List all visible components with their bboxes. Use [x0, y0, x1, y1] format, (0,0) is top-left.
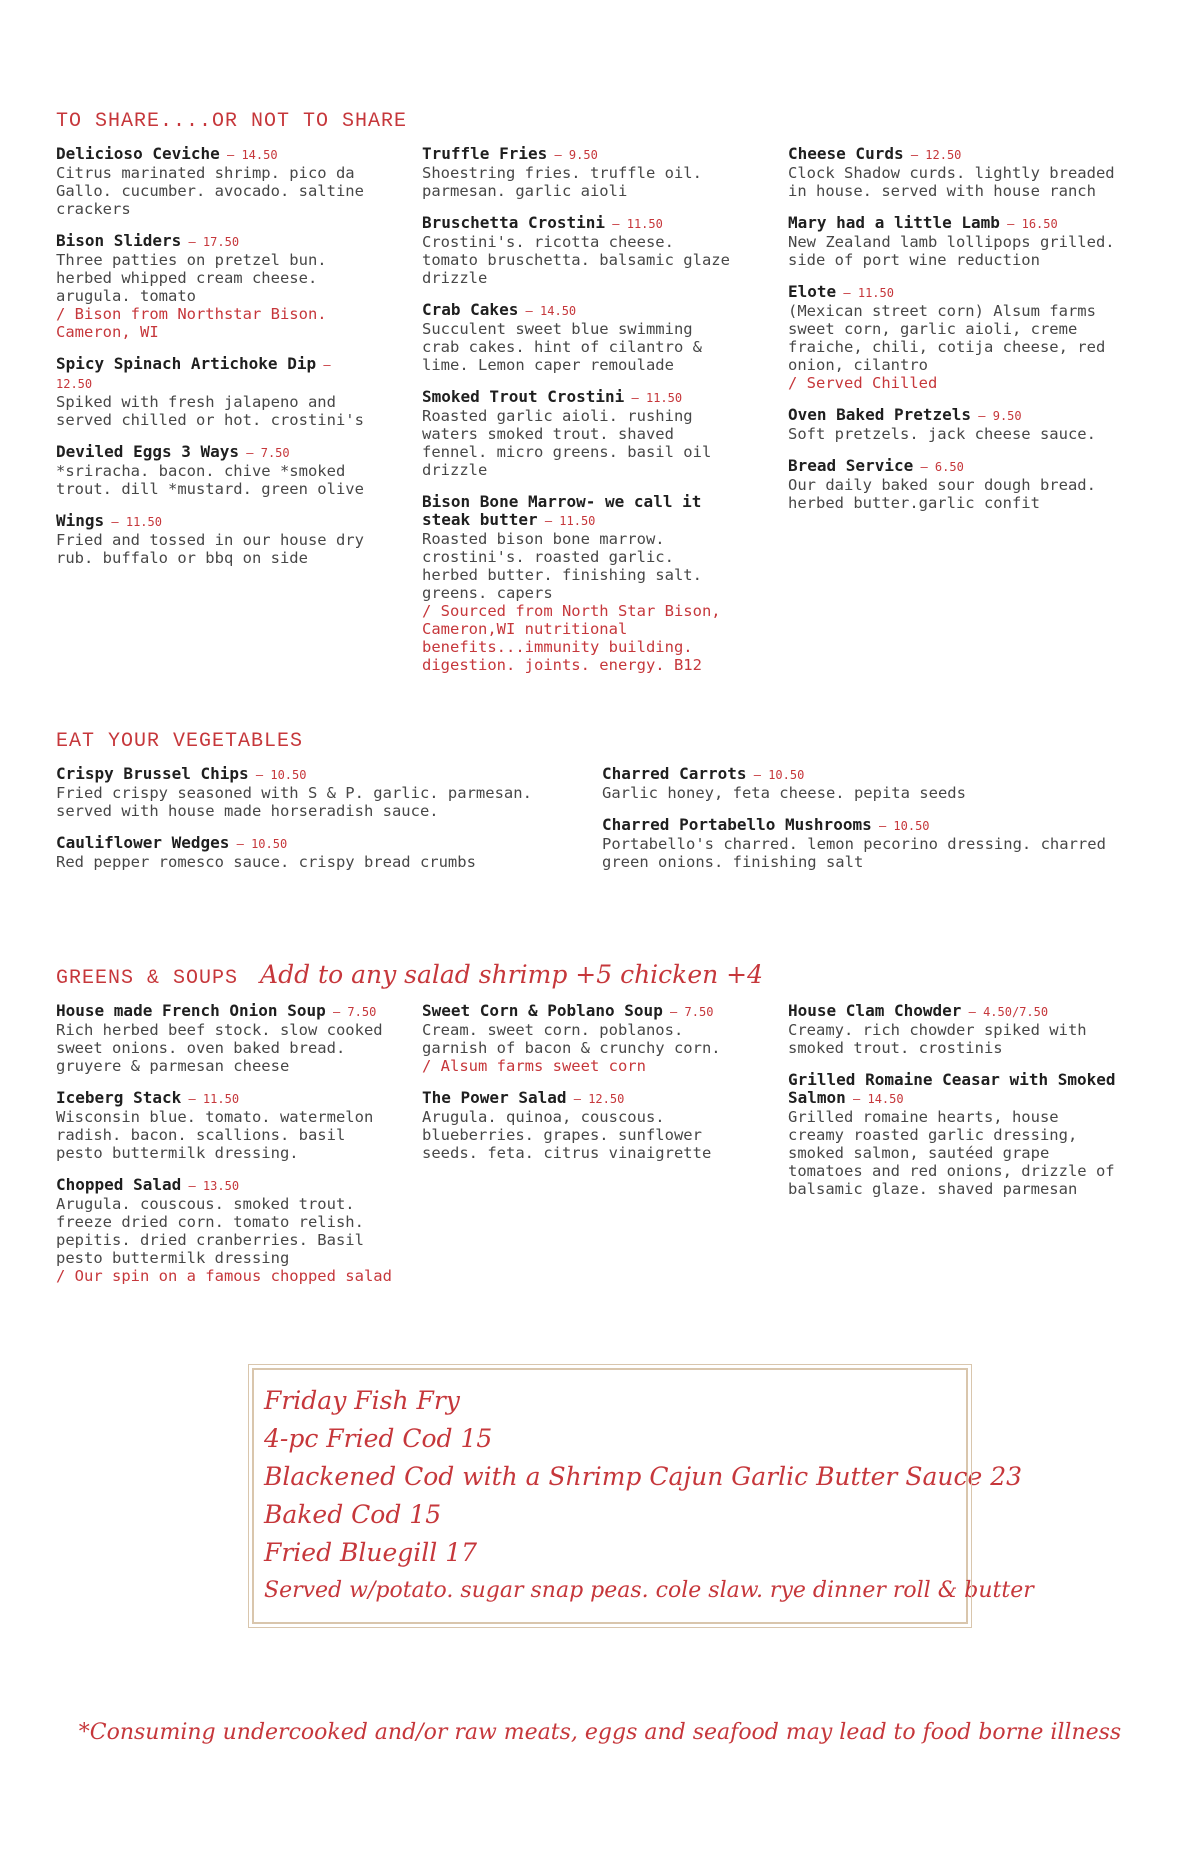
menu-item-name: Bread Service — [788, 456, 914, 475]
menu-item-price: 6.50 — [934, 460, 964, 474]
price-separator: — — [845, 1092, 868, 1106]
menu-item-price: 11.50 — [645, 391, 683, 405]
menu-item-heading — [788, 457, 1118, 476]
menu-item-price: 12.50 — [925, 148, 962, 162]
menu-item-description: Rich herbed beef stock. slow cooked sweet onions. oven baked bread. gruyere & parmesan cheese — [56, 1021, 383, 1075]
menu-item — [788, 1002, 1118, 1057]
menu-item-price: 10.50 — [270, 768, 307, 782]
price-separator: — — [181, 1179, 203, 1193]
menu-item-name: Bison Bone Marrow- we call it steak butter — [422, 492, 702, 529]
menu-item-price: 11.50 — [125, 515, 162, 529]
price-separator: — — [181, 1092, 203, 1106]
menu-item-note: / Sourced from North Star Bison, Cameron,WI nutritional benefits...immunity building. digestion. joints. energy. B12 — [422, 602, 721, 674]
menu-item-description: New Zealand lamb lollipops grilled. side of port wine reduction — [788, 233, 1115, 269]
menu-item — [422, 388, 738, 479]
menu-item-note: / Alsum farms sweet corn — [422, 1057, 646, 1075]
menu-item-description: Our daily baked sour dough bread. herbed butter.garlic confit — [788, 476, 1096, 512]
menu-item-price: 9.50 — [568, 148, 598, 162]
menu-item-heading — [788, 1002, 1118, 1021]
menu-item-description: (Mexican street corn) Alsum farms sweet corn, garlic aioli, creme fraiche, chili, cotija cheese, red onion, cilantro — [788, 302, 1106, 374]
menu-item — [422, 493, 738, 674]
price-separator: — — [605, 217, 627, 231]
menu-item — [788, 214, 1118, 269]
menu-item — [422, 1089, 738, 1162]
menu-item-price: 11.50 — [857, 286, 894, 300]
price-separator: — — [662, 1005, 685, 1019]
menu-item-name: Mary had a little Lamb — [788, 213, 1000, 232]
menu-item-name: Bruschetta Crostini — [422, 213, 606, 232]
menu-item-price: 7.50 — [684, 1005, 714, 1019]
price-separator: — — [239, 446, 261, 460]
menu-item-heading — [788, 145, 1118, 164]
menu-item-description: Citrus marinated shrimp. pico da Gallo. cucumber. avocado. saltine crackers — [56, 164, 364, 218]
price-separator: — — [624, 391, 646, 405]
menu-item — [56, 355, 372, 429]
menu-item-name: Smoked Trout Crostini — [422, 387, 625, 406]
menu-item-price: 14.50 — [540, 304, 577, 318]
menu-item-heading — [422, 493, 738, 530]
veg-section — [56, 730, 1146, 885]
menu-item — [602, 765, 1122, 802]
menu-item-heading — [602, 816, 1122, 835]
menu-item-name: Iceberg Stack — [56, 1088, 182, 1107]
menu-item-description: Shoestring fries. truffle oil. parmesan. garlic aioli — [422, 164, 702, 200]
menu-item-description: Fried and tossed in our house dry rub. buffalo or bbq on side — [56, 531, 364, 567]
greens-title: GREENS & SOUPS — [56, 967, 239, 990]
menu-item-description: Red pepper romesco sauce. crispy bread crumbs — [56, 853, 476, 871]
menu-item-heading — [422, 145, 738, 164]
price-separator: — — [325, 1005, 348, 1019]
menu-item-name: Elote — [788, 282, 837, 301]
price-separator: — — [836, 286, 858, 300]
menu-item-name: Wings — [56, 511, 105, 530]
menu-item — [56, 145, 372, 218]
price-separator: — — [219, 148, 242, 162]
menu-item-description: Portabello's charred. lemon pecorino dressing. charred green onions. finishing salt — [602, 835, 1106, 871]
menu-item-heading — [422, 388, 738, 407]
price-separator: — — [903, 148, 926, 162]
menu-item-name: Crab Cakes — [422, 300, 519, 319]
menu-item-heading — [56, 1176, 396, 1195]
price-separator: — — [566, 1092, 589, 1106]
menu-item-name: Charred Carrots — [602, 764, 747, 783]
menu-item-description: Arugula. quinoa, couscous. blueberries. grapes. sunflower seeds. feta. citrus vinaigrette — [422, 1108, 712, 1162]
menu-item-name: Chopped Salad — [56, 1175, 182, 1194]
menu-item-heading — [788, 283, 1118, 302]
menu-item-price: 17.50 — [202, 235, 240, 249]
menu-item-heading — [422, 301, 738, 320]
price-separator: — — [316, 358, 331, 372]
menu-item — [56, 1176, 396, 1285]
menu-item-price: 14.50 — [241, 148, 278, 162]
menu-item-heading — [56, 355, 372, 393]
menu-item-description: Creamy. rich chowder spiked with smoked trout. crostinis — [788, 1021, 1087, 1057]
menu-item — [422, 145, 738, 200]
greens-col-2 — [422, 1002, 738, 1176]
menu-item-name: Cauliflower Wedges — [56, 833, 230, 852]
menu-item-description: Three patties on pretzel bun. herbed whipped cream cheese. arugula. tomato — [56, 251, 327, 305]
price-separator: — — [871, 819, 894, 833]
menu-item-heading — [788, 214, 1118, 233]
menu-item-note: / Bison from Northstar Bison. Cameron, WI — [56, 305, 327, 341]
menu-item-price: 12.50 — [588, 1092, 625, 1106]
menu-item-price: 11.50 — [626, 217, 663, 231]
menu-item-price: 10.50 — [768, 768, 805, 782]
menu-item-heading — [56, 765, 546, 784]
menu-item — [56, 834, 546, 871]
fish-fry-box — [252, 1368, 1034, 1624]
menu-item-description: Roasted garlic aioli. rushing waters smoked trout. shaved fennel. micro greens. basil oil drizzle — [422, 407, 712, 479]
menu-item-name: Sweet Corn & Poblano Soup — [422, 1001, 663, 1020]
menu-item-description: Grilled romaine hearts, house creamy roasted garlic dressing, smoked salmon, sautéed grape tomatoes and red onions, drizzle of balsamic glaze. shaved parmesan — [788, 1108, 1115, 1198]
greens-col-3 — [788, 1002, 1118, 1212]
greens-heading — [56, 960, 1146, 990]
menu-item-description: *sriracha. bacon. chive *smoked trout. dill *mustard. green olive — [56, 462, 364, 498]
share-section — [56, 110, 1146, 688]
menu-item-description: Garlic honey, feta cheese. pepita seeds — [602, 784, 966, 802]
share-col-1 — [56, 145, 372, 581]
fish-fry-served-with: Served w/potato. sugar snap peas. cole slaw. rye dinner roll & butter — [264, 1578, 1034, 1603]
menu-item-name: Grilled Romaine Ceasar with Smoked Salmon — [788, 1070, 1116, 1107]
menu-item-price: 7.50 — [347, 1005, 377, 1019]
menu-item — [422, 214, 738, 287]
fish-fry-item: 4-pc Fried Cod 15 — [264, 1424, 493, 1453]
price-separator: — — [999, 217, 1022, 231]
menu-item-name: Spicy Spinach Artichoke Dip — [56, 354, 317, 373]
menu-item-name: Oven Baked Pretzels — [788, 405, 972, 424]
menu-item — [56, 443, 372, 498]
salad-addon-note: Add to any salad shrimp +5 chicken +4 — [260, 960, 764, 989]
fish-fry-item: Baked Cod 15 — [264, 1500, 442, 1529]
fish-fry-item: Fried Bluegill 17 — [264, 1538, 478, 1567]
menu-item-price: 11.50 — [202, 1092, 240, 1106]
menu-item — [602, 816, 1122, 871]
menu-item — [422, 1002, 738, 1075]
menu-item-heading — [56, 1089, 396, 1108]
menu-item-price: 11.50 — [559, 514, 596, 528]
menu-item — [56, 1002, 396, 1075]
menu-item-name: Deviled Eggs 3 Ways — [56, 442, 240, 461]
price-separator: — — [518, 304, 541, 318]
price-separator: — — [746, 768, 769, 782]
menu-item — [56, 232, 372, 341]
price-separator: — — [913, 460, 935, 474]
menu-item-description: Arugula. couscous. smoked trout. freeze dried corn. tomato relish. pepitis. dried cranberries. Basil pesto buttermilk dressing — [56, 1195, 364, 1267]
price-separator: — — [537, 514, 560, 528]
menu-item-price: 14.50 — [867, 1092, 904, 1106]
menu-item — [788, 283, 1118, 392]
price-separator: — — [181, 235, 203, 249]
menu-item-heading — [56, 512, 372, 531]
menu-item-heading — [788, 1071, 1118, 1108]
menu-item-heading — [422, 214, 738, 233]
menu-item-price: 7.50 — [260, 446, 290, 460]
menu-item-description: Clock Shadow curds. lightly breaded in house. served with house ranch — [788, 164, 1115, 200]
menu-item-name: House Clam Chowder — [788, 1001, 962, 1020]
menu-item-description: Wisconsin blue. tomato. watermelon radish. bacon. scallions. basil pesto buttermilk dressing. — [56, 1108, 374, 1162]
menu-item — [788, 406, 1118, 443]
price-separator: — — [961, 1005, 984, 1019]
menu-item — [422, 301, 738, 374]
menu-item-name: Bison Sliders — [56, 231, 182, 250]
menu-item — [788, 1071, 1118, 1198]
menu-item-name: House made French Onion Soup — [56, 1001, 326, 1020]
menu-item-note: / Our spin on a famous chopped salad — [56, 1267, 392, 1285]
menu-item-name: The Power Salad — [422, 1088, 567, 1107]
menu-item-description: Roasted bison bone marrow. crostini's. roasted garlic. herbed butter. finishing salt. greens. capers — [422, 530, 702, 602]
share-col-2 — [422, 145, 738, 688]
menu-item — [56, 765, 546, 820]
price-separator: — — [229, 837, 252, 851]
menu-item-price: 9.50 — [992, 409, 1022, 423]
menu-item-price: 12.50 — [56, 377, 93, 391]
price-separator: — — [971, 409, 993, 423]
share-heading: TO SHARE....OR NOT TO SHARE — [56, 110, 408, 133]
veg-col-1 — [56, 765, 546, 885]
menu-item-description: Succulent sweet blue swimming crab cakes. hint of cilantro & lime. Lemon caper remoulade — [422, 320, 702, 374]
menu-item-heading — [56, 145, 372, 164]
share-col-3 — [788, 145, 1118, 526]
menu-item-name: Crispy Brussel Chips — [56, 764, 249, 783]
food-safety-disclaimer: *Consuming undercooked and/or raw meats, eggs and seafood may lead to food borne illness — [78, 1720, 1122, 1745]
fish-fry-title: Friday Fish Fry — [264, 1386, 460, 1415]
menu-item-heading — [56, 232, 372, 251]
menu-item-name: Delicioso Ceviche — [56, 144, 220, 163]
veg-col-2 — [602, 765, 1122, 885]
menu-item-description: Crostini's. ricotta cheese. tomato bruschetta. balsamic glaze drizzle — [422, 233, 730, 287]
menu-item-heading — [56, 443, 372, 462]
menu-item-description: Fried crispy seasoned with S & P. garlic. parmesan. served with house made horseradish sauce. — [56, 784, 532, 820]
menu-item-note: / Served Chilled — [788, 374, 938, 392]
menu-item — [56, 1089, 396, 1162]
menu-item-price: 16.50 — [1021, 217, 1058, 231]
menu-item-price: 13.50 — [202, 1179, 240, 1193]
menu-item-name: Truffle Fries — [422, 144, 548, 163]
menu-item-heading — [602, 765, 1122, 784]
menu-item-price: 4.50/7.50 — [983, 1005, 1049, 1019]
menu-item-name: Charred Portabello Mushrooms — [602, 815, 872, 834]
menu-item-heading — [422, 1089, 738, 1108]
veg-heading: EAT YOUR VEGETABLES — [56, 730, 304, 753]
menu-item-description: Spiked with fresh jalapeno and served chilled or hot. crostini's — [56, 393, 364, 429]
fish-fry-items — [264, 1420, 1023, 1572]
menu-item-description: Cream. sweet corn. poblanos. garnish of bacon & crunchy corn. — [422, 1021, 721, 1057]
price-separator: — — [248, 768, 271, 782]
menu-item-heading — [56, 834, 546, 853]
greens-col-1 — [56, 1002, 396, 1299]
menu-item — [56, 512, 372, 567]
menu-item-description: Soft pretzels. jack cheese sauce. — [788, 425, 1096, 443]
menu-item — [788, 457, 1118, 512]
menu-item-heading — [788, 406, 1118, 425]
price-separator: — — [104, 515, 126, 529]
menu-item-price: 10.50 — [893, 819, 930, 833]
menu-item — [788, 145, 1118, 200]
fish-fry-item: Blackened Cod with a Shrimp Cajun Garlic Butter Sauce 23 — [264, 1462, 1023, 1491]
menu-item-heading — [422, 1002, 738, 1021]
greens-section — [56, 960, 1146, 1299]
price-separator: — — [547, 148, 569, 162]
menu-item-price: 10.50 — [251, 837, 288, 851]
menu-item-name: Cheese Curds — [788, 144, 904, 163]
menu-item-heading — [56, 1002, 396, 1021]
